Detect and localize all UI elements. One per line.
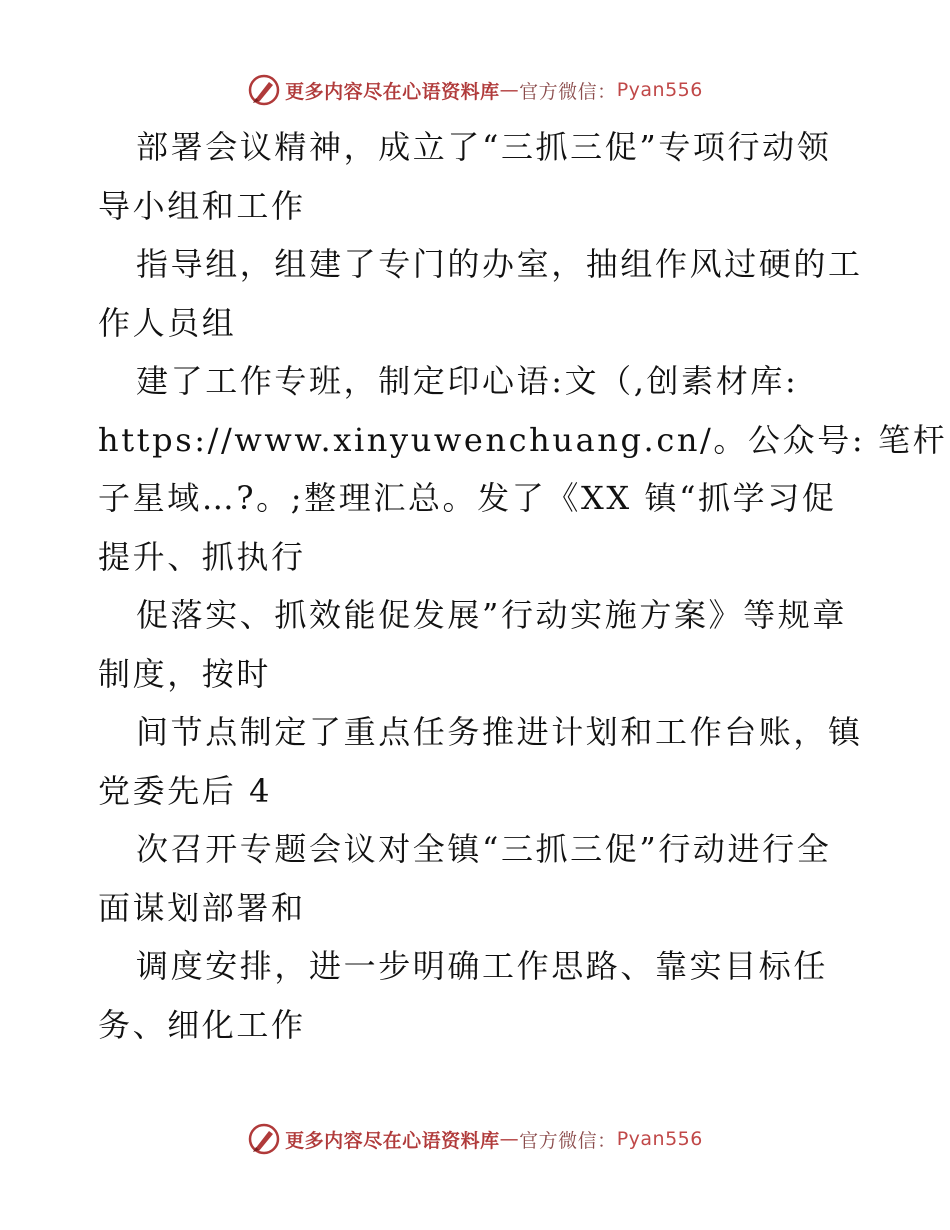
watermark-wechat-label: 官方微信： [519,80,617,103]
text-line: 建了工作专班，制定印心语:文（,创素材库: [136,362,799,400]
watermark-brand: 更多内容尽在心语资料库 [285,80,500,103]
text-line: 提升、抓执行 [98,537,306,576]
watermark-wechat-id: Pyan556 [616,1128,703,1150]
text-line: https://www.xinyuwenchuang.cn/。公众号: 笔杆 [98,420,948,459]
text-line: 间节点制定了重点任务推进计划和工作台账，镇 [136,713,863,751]
text-line: 指导组，组建了专门的办室，抽组作风过硬的工 [136,245,863,283]
watermark-dash: — [499,79,520,101]
watermark-wechat-id: Pyan556 [616,79,703,101]
text-line: 制度，按时 [98,654,272,693]
pen-logo-icon [247,1122,281,1156]
watermark-brand: 更多内容尽在心语资料库 [285,1129,500,1152]
text-line: 子星域…?。;整理汇总。发了《XX 镇“抓学习促 [98,479,837,517]
watermark-wechat-label: 官方微信： [519,1129,617,1152]
document-body [98,118,948,1054]
text-line: 导小组和工作 [98,186,306,225]
text-line: 次召开专题会议对全镇“三抓三促”行动进行全 [136,830,832,868]
text-line: 面谋划部署和 [98,888,306,927]
pen-logo-icon [247,73,281,107]
header-watermark [0,70,950,110]
watermark-dash: — [499,1128,520,1150]
text-line: 部署会议精神，成立了“三抓三促”专项行动领 [136,128,832,166]
footer-watermark [0,1119,950,1159]
text-line: 作人员组 [98,303,237,342]
text-line: 务、细化工作 [98,1005,306,1044]
text-line: 调度安排，进一步明确工作思路、靠实目标任 [136,947,829,985]
text-line: 党委先后 4 [98,771,273,810]
text-line: 促落实、抓效能促发展”行动实施方案》等规章 [136,596,847,634]
